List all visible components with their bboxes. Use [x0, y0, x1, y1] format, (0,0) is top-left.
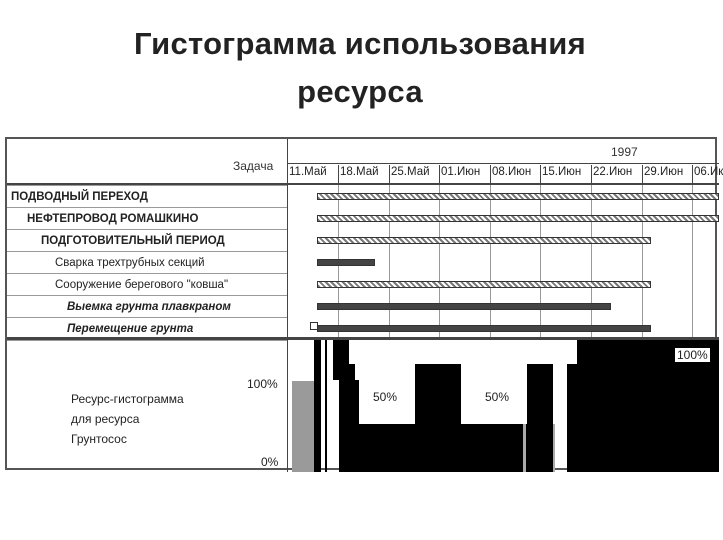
week-gridline: [692, 185, 693, 337]
date-tick: [490, 165, 491, 183]
allocation-label: 50%: [373, 390, 398, 404]
header-divider: [287, 163, 719, 164]
task-row[interactable]: [7, 229, 287, 252]
histogram-caption-line1: Ресурс-гистограмма: [71, 392, 184, 406]
summary-bar[interactable]: [317, 237, 651, 244]
slide-title-line1: Гистограмма использования: [134, 26, 586, 61]
allocation-label: 50%: [485, 390, 510, 404]
date-label: 25.Май: [391, 166, 430, 178]
task-name: НЕФТЕПРОВОД РОМАШКИНО: [27, 213, 199, 225]
week-gridline: [540, 185, 541, 337]
histogram-bar: [415, 364, 461, 472]
date-label: 11.Май: [289, 166, 327, 178]
task-row[interactable]: [7, 273, 287, 296]
task-column-header: Задача: [233, 159, 274, 173]
slide-title: [0, 20, 720, 116]
date-tick: [591, 165, 592, 183]
date-tick: [642, 165, 643, 183]
task-bar[interactable]: [317, 281, 651, 288]
date-label: 22.Июн: [593, 166, 633, 178]
date-tick: [389, 165, 390, 183]
date-label: 29.Июн: [644, 166, 684, 178]
task-name: Выемка грунта плавкраном: [67, 301, 231, 313]
date-tick: [439, 165, 440, 183]
date-label: 01.Июн: [441, 166, 481, 178]
histogram-bar: [333, 340, 349, 380]
histogram-bar: [567, 364, 719, 472]
date-tick: [692, 165, 693, 183]
task-name: ПОДГОТОВИТЕЛЬНЫЙ ПЕРИОД: [41, 235, 225, 247]
resource-histogram: [287, 340, 719, 472]
summary-bar[interactable]: [317, 215, 719, 222]
timescale-year: 1997: [611, 145, 638, 159]
task-bar[interactable]: [317, 259, 375, 266]
task-name: ПОДВОДНЫЙ ПЕРЕХОД: [11, 191, 148, 203]
y-axis-max: 100%: [247, 377, 278, 391]
task-row[interactable]: [7, 185, 287, 208]
histogram-bar: [523, 424, 526, 472]
histogram-bar: [537, 364, 553, 472]
task-name: Сооружение берегового "ковша": [55, 279, 229, 291]
task-row[interactable]: [7, 251, 287, 274]
date-label: 15.Июн: [542, 166, 582, 178]
date-label: 06.Ик: [694, 166, 723, 178]
task-bar[interactable]: [317, 325, 651, 332]
histogram-caption-line3: Грунтосос: [71, 432, 127, 446]
histogram-bar: [553, 424, 555, 472]
histogram-bar: [461, 424, 527, 472]
histogram-bar: [325, 340, 327, 472]
gantt-screenshot: [5, 137, 723, 470]
date-tick: [338, 165, 339, 183]
slide-title-line2: ресурса: [297, 74, 423, 109]
allocation-label: 100%: [677, 348, 708, 362]
task-row[interactable]: [7, 295, 287, 318]
week-gridline: [389, 185, 390, 337]
task-bar[interactable]: [317, 303, 611, 310]
histogram-bar: [527, 364, 537, 472]
week-gridline: [591, 185, 592, 337]
task-name: Сварка трехтрубных секций: [55, 257, 205, 269]
histogram-bar: [339, 424, 415, 472]
task-name: Перемещение грунта: [67, 323, 194, 335]
histogram-caption: [71, 389, 184, 449]
date-label: 18.Май: [340, 166, 379, 178]
y-axis-min: 0%: [261, 455, 279, 469]
milestone-marker[interactable]: [310, 322, 318, 330]
week-gridline: [490, 185, 491, 337]
date-label: 08.Июн: [492, 166, 532, 178]
task-row[interactable]: [7, 207, 287, 230]
week-gridline: [642, 185, 643, 337]
histogram-bar: [349, 364, 355, 380]
histogram-bar: [292, 381, 314, 472]
summary-bar[interactable]: [317, 193, 719, 200]
histogram-caption-line2: для ресурса: [71, 412, 140, 426]
week-gridline: [439, 185, 440, 337]
histogram-bar: [314, 340, 321, 472]
date-tick: [540, 165, 541, 183]
